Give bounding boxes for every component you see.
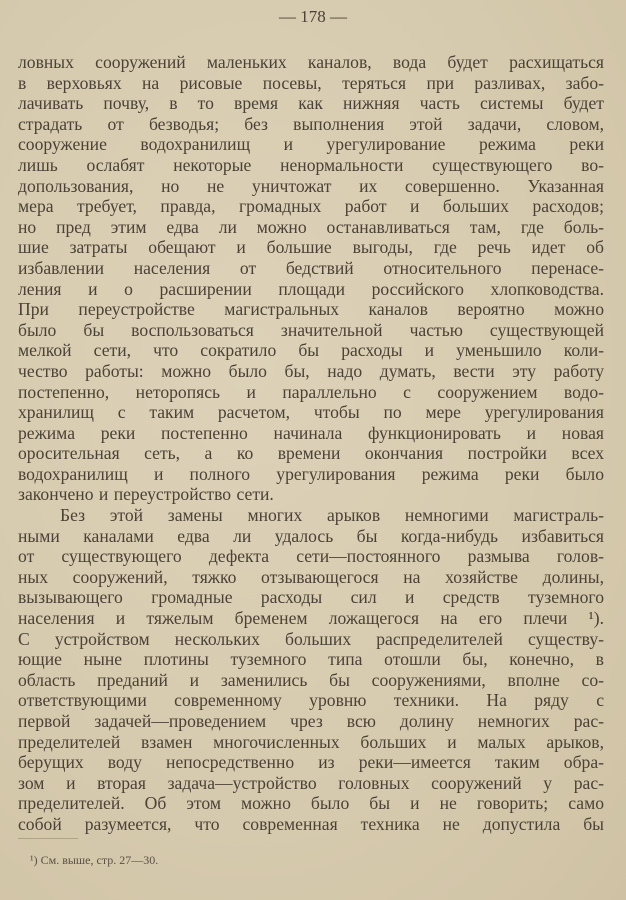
text-line: мера требует, правда, громадных работ и больших расходов; — [18, 196, 604, 217]
text-line: избавлении населения от бедствий относительного перенасе- — [18, 257, 604, 278]
text-line: водохранилищ и полного урегулирования режима реки было — [18, 463, 604, 484]
text-line: оросительная сеть, а ко времени окончания постройки всех — [18, 443, 604, 464]
text-line: допользования, но не уничтожат их совершенно. Указанная — [18, 175, 604, 196]
text-line: но пред этим едва ли можно останавливаться там, где боль- — [18, 216, 604, 237]
text-line: лишь ослабят некоторые ненормальности существующего во- — [18, 154, 604, 175]
text-line: область преданий и заменились бы сооружениями, вполне со- — [18, 669, 604, 690]
text-line: закончено и переустройство сети. — [18, 484, 274, 505]
text-line: было бы воспользоваться значительной частью существующей — [18, 319, 604, 340]
text-line: собой разумеется, что современная техника не допустила бы — [18, 813, 604, 834]
text-line: ющие ныне плотины туземного типа отошли бы, конечно, в — [18, 649, 604, 670]
text-line: пределителей взамен многочисленных больших и малых арыков, — [18, 731, 604, 752]
footnote: ¹) См. выше, стр. 27—30. — [30, 853, 159, 867]
text-line: чество работы: можно было бы, надо думать, вести эту работу — [18, 360, 604, 381]
text-line: шие затраты обещают и большие выгоды, где речь идет об — [18, 237, 604, 258]
text-line: в верховьях на рисовые посевы, теряться при разливах, забо- — [18, 72, 604, 93]
text-line: пределителей. Об этом можно было бы и не говорить; само — [18, 793, 604, 814]
text-line: Без этой замены многих арыков немногими магистраль- — [60, 505, 604, 526]
text-line: постепенно, неторопясь и параллельно с сооружением водо- — [18, 381, 604, 402]
text-line: ных сооружений, тяжко отзывающегося на хозяйстве долины, — [18, 566, 604, 587]
text-line: сооружение водохранилищ и урегулирование режима реки — [18, 134, 604, 155]
text-line: берущих воду непосредственно из реки—имеется таким обра- — [18, 752, 604, 773]
text-line: первой задачей—проведением чрез всю долину немногих рас- — [18, 711, 604, 731]
text-line: страдать от безводья; без выполнения этой задачи, словом, — [18, 113, 604, 134]
body-text — [18, 52, 604, 835]
text-line: лачивать почву, в то время как нижняя часть системы будет — [18, 93, 604, 114]
text-line: ными каналами едва ли удалось бы когда-нибудь избавиться — [18, 525, 604, 546]
text-line: ления и о расширении площади российского хлопководства. — [18, 278, 604, 299]
text-line: ловных сооружений маленьких каналов, вода будет расхищаться — [18, 52, 604, 72]
text-line: С устройством нескольких больших распределителей существу- — [18, 628, 604, 649]
text-line: вызывающего громадные расходы сил и средств туземного — [18, 587, 604, 608]
text-line: населения и тяжелым бременем ложащегося на его плечи ¹). — [18, 608, 604, 629]
text-line: режима реки постепенно начинала функционировать и новая — [18, 422, 604, 443]
page-number: — 178 — — [279, 7, 347, 26]
text-line: ответствующими современному уровню техники. На ряду с — [18, 690, 604, 711]
text-line: от существующего дефекта сети—постоянного размыва голов- — [18, 546, 604, 567]
text-line: мелкой сети, что сократило бы расходы и уменьшило коли- — [18, 340, 604, 361]
text-line: При переустройстве магистральных каналов вероятно можно — [18, 299, 604, 320]
text-line: зом и вторая задача—устройство головных сооружений у рас- — [18, 772, 604, 793]
text-line: хранилищ с таким расчетом, чтобы по мере урегулирования — [18, 402, 604, 423]
footnote-rule — [18, 838, 78, 839]
